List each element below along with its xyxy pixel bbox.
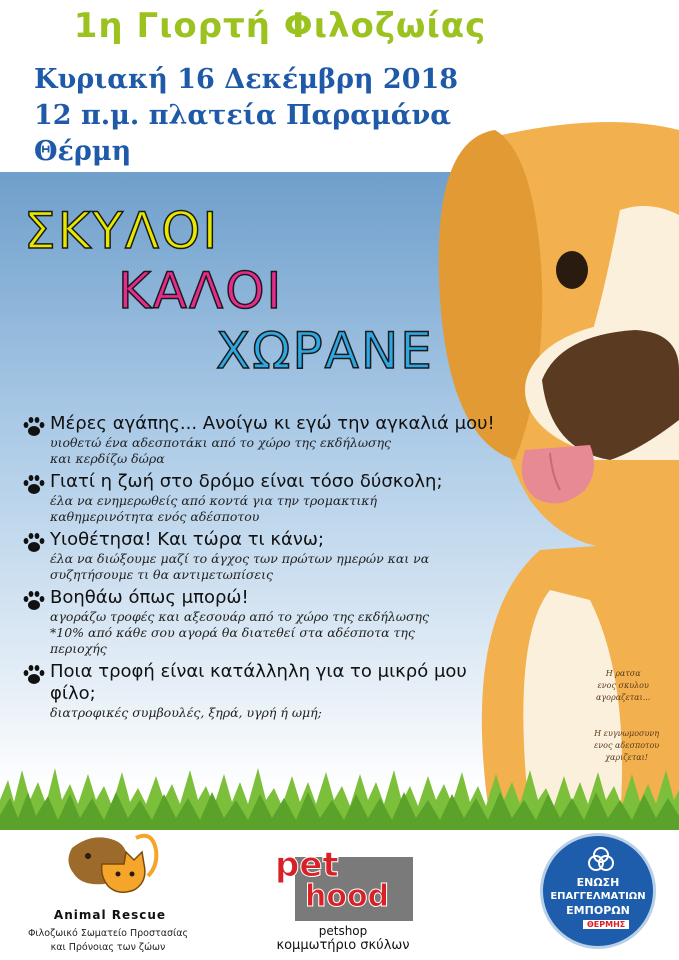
tip-item	[22, 661, 502, 721]
union-line1: ΕΝΩΣΗ	[576, 876, 620, 889]
paw-icon	[22, 590, 46, 612]
dog-note-line: ενος αδεσποτου	[594, 741, 660, 750]
dog-note-line: αγοραζεται...	[596, 693, 651, 702]
tip-detail: καθημερινότητα ενός αδέσποτου	[50, 509, 260, 524]
event-time-place: 12 π.μ. πλατεία Παραμάνα	[34, 100, 452, 131]
tip-heading: Γιατί η ζωή στο δρόμο είναι τόσο δύσκολη;	[50, 471, 443, 492]
union-seal-text	[543, 876, 653, 918]
animal-rescue-caption-line2: και Πρόνοιας των ζώων	[50, 942, 166, 953]
dog-note-gratitude	[594, 728, 659, 764]
slogan-word-fit: ΧΩΡΑΝΕ	[216, 322, 434, 380]
union-line3: ΕΜΠΟΡΩΝ	[566, 904, 630, 917]
dog-eye-shape	[556, 251, 588, 289]
tips-list	[22, 413, 502, 725]
tip-item	[22, 529, 502, 583]
tip-detail: αγοράζω τροφές και αξεσουάρ από το χώρο της εκδήλωσης	[50, 609, 429, 624]
tip-detail: *10% από κάθε σου αγορά θα διατεθεί στα αδέσποτα της	[50, 625, 415, 640]
tip-detail: και κερδίζω δώρα	[50, 451, 165, 466]
rings-icon	[587, 846, 615, 872]
animal-rescue-logo	[52, 830, 172, 910]
pethood-caption: κομμωτήριο σκύλων	[276, 938, 410, 953]
union-seal	[540, 833, 656, 949]
union-line2: ΕΠΑΓΓΕΛΜΑΤΙΩΝ	[550, 891, 646, 902]
dog-note-line: χαριζεται!	[605, 753, 649, 762]
dog-note-breed	[596, 668, 650, 704]
tip-detail: διατροφικές συμβουλές, ξηρά, υγρή ή ωμή;	[50, 705, 322, 720]
tip-detail: έλα να διώξουμε μαζί το άγχος των πρώτων ημερών και να	[50, 551, 430, 566]
pethood-subtitle: petshop	[318, 924, 368, 938]
dog-ear-shape	[439, 130, 543, 460]
tip-item	[22, 587, 502, 657]
tip-heading: Ποια τροφή είναι κατάλληλη για το μικρό μου φίλο;	[50, 661, 467, 704]
grass-strip	[0, 760, 679, 830]
event-title: 1η Γιορτή Φιλοζωίας	[73, 6, 487, 46]
paw-icon	[22, 532, 46, 554]
tip-detail: περιοχής	[50, 641, 107, 656]
event-date: Κυριακή 16 Δεκέμβρη 2018	[34, 64, 459, 95]
slogan-word-dogs: ΣΚΥΛΟΙ	[24, 202, 220, 260]
tip-detail: υιοθετώ ένα αδεσποτάκι από το χώρο της εκδήλωσης	[50, 435, 392, 450]
tip-heading: Μέρες αγάπης... Ανοίγω κι εγώ την αγκαλιά μου!	[50, 413, 495, 434]
event-town: Θέρμη	[34, 136, 132, 167]
paw-icon	[22, 474, 46, 496]
tip-heading: Βοηθάω όπως μπορώ!	[50, 587, 249, 608]
tip-item	[22, 413, 502, 467]
tip-detail: συζητήσουμε τι θα αντιμετωπίσεις	[50, 567, 274, 582]
pethood-logo-hood: hood	[305, 879, 390, 914]
tip-detail: έλα να ενημερωθείς από κοντά για την τρομακτική	[50, 493, 377, 508]
union-line4: ΘΕΡΜΗΣ	[583, 920, 629, 929]
tip-item	[22, 471, 502, 525]
dog-note-line: Η ευγνωμοσυνη	[594, 729, 659, 738]
slogan-word-good: ΚΑΛΟΙ	[118, 262, 284, 320]
dog-note-line: ενος σκυλου	[597, 681, 649, 690]
pethood-logo-pet: pet	[275, 845, 339, 885]
animal-rescue-name: Animal Rescue	[53, 908, 167, 922]
animal-rescue-caption-line1: Φιλοζωικό Σωματείο Προστασίας	[27, 928, 189, 939]
dog-note-line: Η ρατσα	[605, 669, 641, 678]
tip-heading: Υιοθέτησα! Και τώρα τι κάνω;	[50, 529, 325, 550]
pethood-logo	[265, 845, 415, 927]
paw-icon	[22, 664, 46, 686]
paw-icon	[22, 416, 46, 438]
